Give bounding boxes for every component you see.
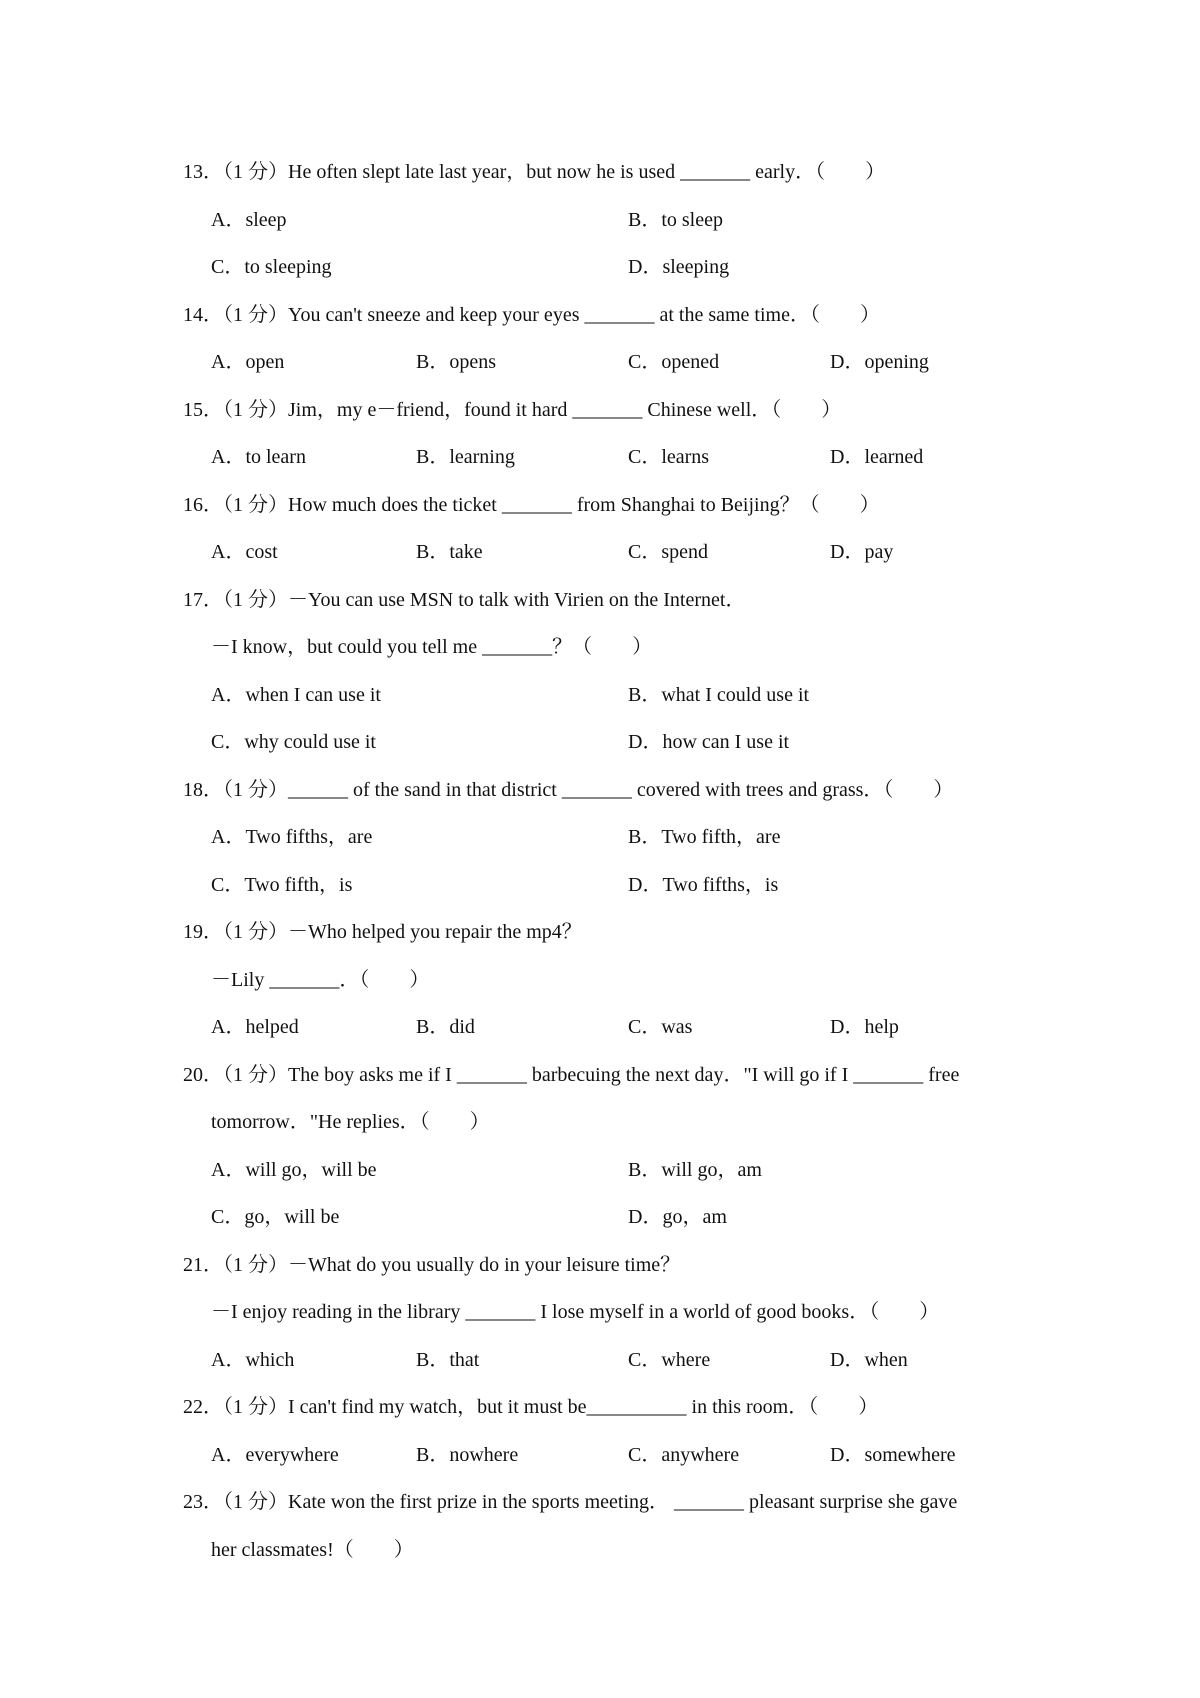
question-16-option-b[interactable]: B．take [416,541,483,563]
question-22-option-a[interactable]: A．everywhere [211,1444,339,1466]
question-21-option-b[interactable]: B．that [416,1349,480,1371]
question-16-option-d[interactable]: D．pay [830,541,894,563]
question-19-option-a[interactable]: A．helped [211,1016,299,1038]
question-19-option-b[interactable]: B．did [416,1016,475,1038]
question-20-option-d[interactable]: D．go，am [628,1206,727,1228]
question-13-option-c[interactable]: C．to sleeping [211,256,332,278]
question-16-option-c[interactable]: C．spend [628,541,708,563]
question-14-option-d[interactable]: D．opening [830,351,929,373]
question-14-option-a[interactable]: A．open [211,351,285,373]
question-20-stem: 20．（1 分）The boy asks me if I _______ barbecuing the next day．"I will go if I _______ free [183,1064,960,1086]
question-17-option-b[interactable]: B．what I could use it [628,684,810,706]
question-22-option-b[interactable]: B．nowhere [416,1444,519,1466]
question-18-stem: 18．（1 分）______ of the sand in that district _______ covered with trees and grass．（ ） [183,779,954,801]
question-13-option-d[interactable]: D．sleeping [628,256,730,278]
question-22-option-c[interactable]: C．anywhere [628,1444,740,1466]
question-17-option-d[interactable]: D．how can I use it [628,731,790,753]
question-15-option-a[interactable]: A．to learn [211,446,306,468]
question-22-stem: 22．（1 分）I can't find my watch，but it must be__________ in this room．（ ） [183,1396,879,1418]
question-20-continuation: tomorrow．"He replies．（ ） [211,1111,490,1133]
question-17-option-a[interactable]: A．when I can use it [211,684,381,706]
question-18-option-c[interactable]: C．Two fifth，is [211,874,353,896]
question-14-option-c[interactable]: C．opened [628,351,720,373]
question-17-stem: 17．（1 分）－You can use MSN to talk with Virien on the Internet． [183,589,746,611]
question-16-option-a[interactable]: A．cost [211,541,278,563]
question-18-option-b[interactable]: B．Two fifth，are [628,826,781,848]
question-19-option-d[interactable]: D．help [830,1016,899,1038]
question-21-option-a[interactable]: A．which [211,1349,295,1371]
question-19-continuation: －Lily _______．（ ） [211,969,430,991]
question-21-continuation: －I enjoy reading in the library _______ I lose myself in a world of good books．（ ） [211,1301,940,1323]
question-17-option-c[interactable]: C．why could use it [211,731,376,753]
question-15-stem: 15．（1 分）Jim，my e－friend，found it hard _______ Chinese well．（ ） [183,399,842,421]
question-21-stem: 21．（1 分）－What do you usually do in your leisure time？ [183,1254,681,1276]
question-21-option-c[interactable]: C．where [628,1349,711,1371]
question-23-continuation: her classmates!（ ） [211,1539,414,1561]
question-13-stem: 13．（1 分）He often slept late last year，but now he is used _______ early．（ ） [183,161,886,183]
question-20-option-b[interactable]: B．will go，am [628,1159,762,1181]
question-15-option-d[interactable]: D．learned [830,446,924,468]
question-18-option-d[interactable]: D．Two fifths，is [628,874,779,896]
question-15-option-c[interactable]: C．learns [628,446,710,468]
question-15-option-b[interactable]: B．learning [416,446,515,468]
question-18-option-a[interactable]: A．Two fifths，are [211,826,373,848]
question-16-stem: 16．（1 分）How much does the ticket _______ from Shanghai to Beijing？（ ） [183,494,880,516]
question-17-continuation: －I know，but could you tell me _______？（ ） [211,636,653,658]
question-22-option-d[interactable]: D．somewhere [830,1444,956,1466]
question-14-stem: 14．（1 分）You can't sneeze and keep your eyes _______ at the same time．（ ） [183,304,880,326]
question-13-option-b[interactable]: B．to sleep [628,209,723,231]
question-13-option-a[interactable]: A．sleep [211,209,287,231]
question-20-option-a[interactable]: A．will go，will be [211,1159,377,1181]
question-23-stem: 23．（1 分）Kate won the first prize in the sports meeting． _______ pleasant surprise she gave [183,1491,958,1513]
question-14-option-b[interactable]: B．opens [416,351,496,373]
question-20-option-c[interactable]: C．go，will be [211,1206,340,1228]
question-19-stem: 19．（1 分）－Who helped you repair the mp4？ [183,921,582,943]
question-19-option-c[interactable]: C．was [628,1016,693,1038]
question-21-option-d[interactable]: D．when [830,1349,908,1371]
